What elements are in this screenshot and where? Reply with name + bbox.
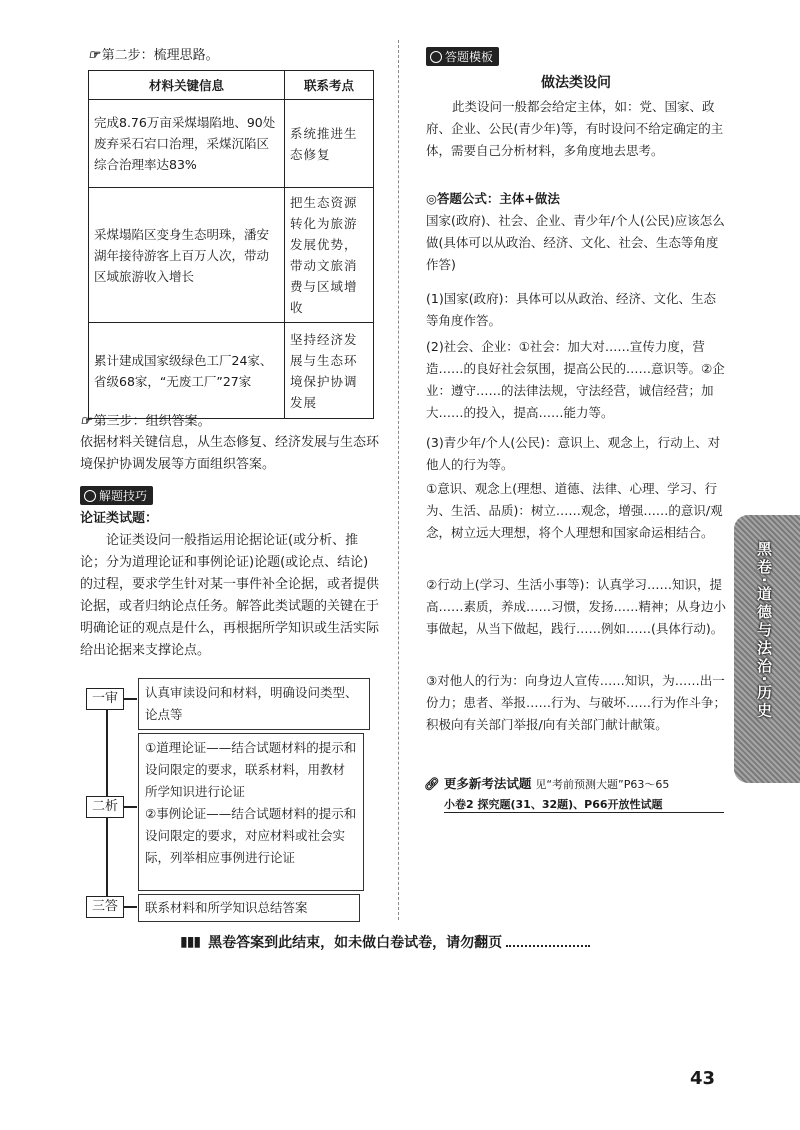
table-row [89, 100, 374, 188]
step-mark-icon: ☞ [80, 414, 92, 429]
step2-label: ☞ 第二步：梳理思路。 [88, 48, 219, 63]
key-info-table [88, 70, 374, 419]
point-1: (1)国家(政府)：具体可以从政治、经济、文化、生态等角度作答。 [426, 291, 716, 328]
step3-text: 依据材料关键信息，从生态修复、经济发展与生态环境保护协调发展等方面组织答案。 [80, 435, 380, 472]
flow-arrow [123, 806, 137, 808]
bars-icon: ▮▮▮ [180, 934, 201, 950]
flow-step-label: 三答 [86, 896, 124, 918]
point-6: ③对他人的行为：向身边人宣传……知识，为……出一份力；患者、举报……行为、与破坏……行为作斗争；积极向有关部门举报/向有关部门献计献策。 [426, 673, 727, 732]
side-tab [734, 515, 800, 783]
tips-title: 论证类试题： [80, 511, 159, 526]
side-tab-label: 黑卷·道德与法治·历史 [755, 541, 773, 721]
table-row [89, 188, 374, 323]
step-mark-icon: ☞ [88, 48, 100, 63]
key-icon [84, 490, 96, 502]
table-cell: 系统推进生态修复 [285, 100, 374, 188]
flow-step-label: 二析 [86, 796, 124, 818]
page-number: 43 [690, 1068, 716, 1089]
table-header: 材料关键信息 [89, 71, 285, 100]
table-header-row [89, 71, 374, 100]
template-intro: 此类设问一般都会给定主体，如：党、国家、政府、企业、公民(青少年)等，有时设问不给定确定的主体，需要自己分析材料，多角度地去思考。 [426, 99, 724, 158]
template-icon [430, 51, 442, 63]
table-cell: 把生态资源转化为旅游发展优势，带动文旅消费与区域增收 [285, 188, 374, 323]
flow-step-box: ①道理论证——结合试题材料的提示和设问限定的要求，联系材料，用教材所学知识进行论证 ②事例论证——结合试题材料的提示和设问限定的要求，对应材料或社会实际，列举相应事例进行论证 [138, 733, 364, 891]
end-notice: ▮▮▮ 黑卷答案到此结束，如未做白卷试卷，请勿翻页 [180, 932, 590, 952]
formula-label: ◎答题公式：主体+做法 [426, 191, 560, 206]
template-title: 做法类设问 [541, 75, 611, 91]
template-badge: 答题模板 [426, 46, 499, 66]
column-divider [398, 40, 400, 920]
table-header: 联系考点 [285, 71, 374, 100]
more-link[interactable]: 🔗︎ 更多新考法试题 见“考前预测大题”P63～65 [424, 776, 670, 791]
table-row [89, 323, 374, 419]
more-sub: 小卷2 探究题(31、32题)、P66开放性试题 [444, 796, 724, 813]
point-4: ①意识、观念上(理想、道德、法律、心理、学习、行为、生活、品质)：树立……观念，增强……的意识/观念，树立远大理想，将个人理想和国家命运相结合。 [426, 481, 723, 540]
table-cell: 坚持经济发展与生态环境保护协调发展 [285, 323, 374, 419]
link-icon: 🔗︎ [424, 776, 440, 791]
flow-arrow [123, 698, 137, 700]
point-5: ②行动上(学习、生活小事等)：认真学习……知识，提高……素质，养成……习惯，发扬……精神；从身边小事做起，从当下做起，践行……例如……(具体行动)。 [426, 577, 727, 636]
formula-text: 国家(政府)、社会、企业、青少年/个人(公民)应该怎么做(具体可以从政治、经济、文化、社会、生态等角度作答) [426, 213, 725, 272]
table-cell: 累计建成国家级绿色工厂24家、省级68家，“无废工厂”27家 [89, 323, 285, 419]
flow-step-label: 一审 [86, 688, 124, 710]
point-3: (3)青少年/个人(公民)：意识上、观念上，行动上、对他人的行为等。 [426, 435, 721, 472]
point-2: (2)社会、企业：①社会：加大对……宣传力度，营造……的良好社会氛围，提高公民的……意识等。②企业：遵守……的法律法规，守法经营，诚信经营；加大……的投入，提高……能力等。 [426, 339, 725, 420]
table-cell: 完成8.76万亩采煤塌陷地、90处废弃采石宕口治理，采煤沉陷区综合治理率达83% [89, 100, 285, 188]
flow-step-box: 认真审读设问和材料，明确设问类型、论点等 [138, 678, 370, 730]
step3-label: ☞ 第三步：组织答案。 [80, 414, 211, 429]
tips-text: 论证类设问一般指运用论据论证(或分析、推论；分为道理论证和事例论证)论题(或论点、结论)的过程，要求学生针对某一事件补全论据，或者提供论据，或者归纳论点任务。解答此类试题的关键在于明确论证的观点是什么，再根据所学知识或生活实际给出论据来支撑论点。 [80, 533, 380, 658]
table-cell: 采煤塌陷区变身生态明珠，潘安湖年接待游客上百万人次，带动区域旅游收入增长 [89, 188, 285, 323]
dotted-line [506, 937, 590, 947]
flow-step-box: 联系材料和所学知识总结答案 [138, 894, 360, 922]
tips-badge: 解题技巧 [80, 485, 153, 505]
flow-arrow [123, 906, 137, 908]
